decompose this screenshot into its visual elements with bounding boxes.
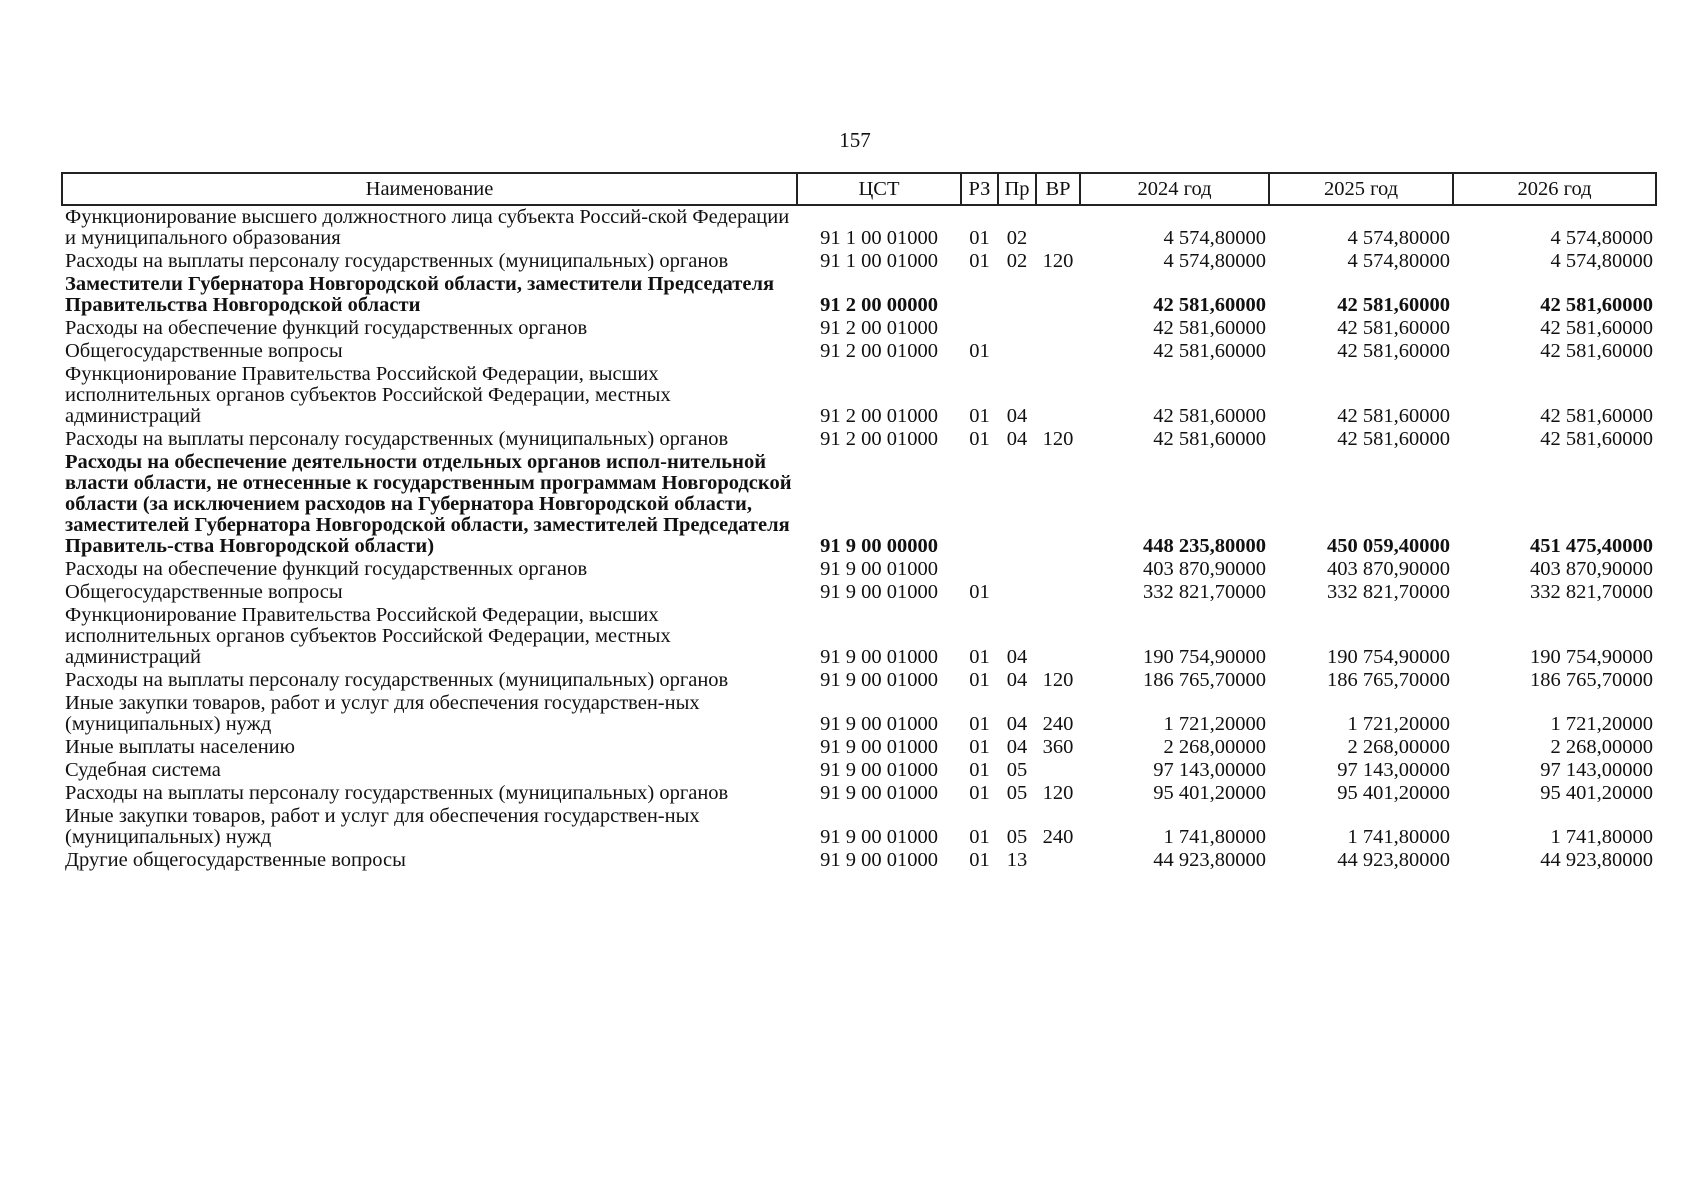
cell-y2024: 332 821,70000 [1143,581,1266,603]
table-row [62,736,1656,759]
cell-y2026: 42 581,60000 [1540,340,1653,362]
cell-pr: 05 [1006,782,1028,804]
header-cst: ЦСТ [797,173,961,205]
cell-name: Общегосударственные вопросы [65,581,343,603]
cell-y2024: 42 581,60000 [1153,428,1266,450]
cell-name: Функционирование высшего должностного лица субъекта Россий-ской Федерации и муниципального образования [65,206,790,249]
table-row [62,273,1656,317]
cell-pr: 04 [1006,428,1028,450]
table-row [62,581,1656,604]
cell-y2024: 97 143,00000 [1153,759,1266,781]
header-rz: РЗ [961,173,998,205]
cell-y2025: 44 923,80000 [1337,849,1450,871]
cell-y2025: 450 059,40000 [1327,535,1450,557]
table-row [62,428,1656,451]
cell-pr [998,558,1036,581]
cell-pr: 05 [1006,759,1028,781]
header-vr: ВР [1036,173,1080,205]
cell-name: Расходы на обеспечение деятельности отдельных органов испол-нительной власти области, не отнесенные к государственным программам Новгородской области (за исключением расходов на Губернатора Новгородской области, заместителей Губернатора Новгородской области, заместителей Председателя Правитель-ства Новгородской области) [65,451,792,557]
cell-y2026: 1 741,80000 [1550,826,1653,848]
header-name: Наименование [62,173,797,205]
cell-name: Заместители Губернатора Новгородской области, заместители Председателя Правительства Новгородской области [65,273,775,316]
table-header-row [62,173,1656,205]
cell-pr [998,451,1036,558]
cell-cst: 91 9 00 01000 [820,849,938,871]
cell-cst: 91 9 00 01000 [820,713,938,735]
cell-y2026: 1 721,20000 [1550,713,1653,735]
cell-name: Расходы на обеспечение функций государственных органов [65,317,588,339]
cell-cst: 91 9 00 01000 [820,826,938,848]
cell-y2024: 2 268,00000 [1163,736,1266,758]
cell-y2026: 42 581,60000 [1540,405,1653,427]
cell-y2026: 95 401,20000 [1540,782,1653,804]
cell-cst: 91 9 00 01000 [820,646,938,668]
cell-name: Расходы на выплаты персоналу государственных (муниципальных) органов [65,782,729,804]
cell-y2026: 42 581,60000 [1540,294,1653,316]
cell-y2024: 95 401,20000 [1153,782,1266,804]
cell-rz [961,317,998,340]
cell-rz: 01 [969,227,990,249]
cell-pr: 05 [1006,826,1028,848]
cell-y2025: 42 581,60000 [1337,294,1450,316]
cell-rz: 01 [969,849,990,871]
cell-y2025: 186 765,70000 [1327,669,1450,691]
cell-vr [1036,340,1080,363]
cell-cst: 91 9 00 01000 [820,669,938,691]
cell-y2025: 4 574,80000 [1347,250,1450,272]
table-row [62,363,1656,428]
cell-rz: 01 [969,713,990,735]
cell-pr [998,317,1036,340]
table-body [62,205,1656,872]
table-row [62,317,1656,340]
cell-vr: 120 [1042,250,1074,272]
cell-name: Иные выплаты населению [65,736,295,758]
cell-rz: 01 [969,736,990,758]
cell-vr [1036,604,1080,669]
cell-pr: 02 [1006,227,1028,249]
cell-pr: 04 [1006,669,1028,691]
header-2024: 2024 год [1080,173,1269,205]
cell-y2026: 2 268,00000 [1550,736,1653,758]
cell-y2024: 42 581,60000 [1153,294,1266,316]
cell-y2025: 403 870,90000 [1327,558,1450,580]
cell-vr [1036,849,1080,872]
cell-name: Функционирование Правительства Российской Федерации, высших исполнительных органов субъектов Российской Федерации, местных администраций [65,604,671,668]
cell-name: Расходы на обеспечение функций государственных органов [65,558,588,580]
cell-y2025: 1 721,20000 [1347,713,1450,735]
cell-vr: 120 [1042,782,1074,804]
cell-name: Функционирование Правительства Российской Федерации, высших исполнительных органов субъектов Российской Федерации, местных администраций [65,363,671,427]
cell-vr [1036,451,1080,558]
cell-y2025: 42 581,60000 [1337,428,1450,450]
cell-cst: 91 9 00 01000 [820,558,938,580]
cell-vr [1036,581,1080,604]
cell-vr [1036,558,1080,581]
cell-y2024: 42 581,60000 [1153,405,1266,427]
budget-table [61,172,1657,872]
cell-y2024: 44 923,80000 [1153,849,1266,871]
cell-vr [1036,759,1080,782]
cell-y2026: 97 143,00000 [1540,759,1653,781]
cell-pr: 04 [1006,713,1028,735]
cell-cst: 91 2 00 01000 [820,405,938,427]
cell-vr [1036,317,1080,340]
cell-pr: 13 [1006,849,1028,871]
cell-rz [961,451,998,558]
table-row [62,558,1656,581]
cell-pr [998,273,1036,317]
cell-y2026: 186 765,70000 [1530,669,1653,691]
cell-name: Расходы на выплаты персоналу государственных (муниципальных) органов [65,669,729,691]
cell-y2024: 190 754,90000 [1143,646,1266,668]
cell-y2026: 42 581,60000 [1540,317,1653,339]
table-row [62,205,1656,250]
cell-y2026: 451 475,40000 [1530,535,1653,557]
table-row [62,849,1656,872]
cell-vr: 360 [1042,736,1074,758]
cell-y2024: 4 574,80000 [1163,227,1266,249]
cell-rz: 01 [969,669,990,691]
cell-pr: 04 [1006,646,1028,668]
cell-pr: 04 [1006,736,1028,758]
cell-rz: 01 [969,826,990,848]
cell-rz: 01 [969,405,990,427]
cell-y2025: 2 268,00000 [1347,736,1450,758]
cell-vr: 240 [1042,713,1074,735]
cell-y2026: 190 754,90000 [1530,646,1653,668]
cell-y2026: 4 574,80000 [1550,250,1653,272]
table-row [62,451,1656,558]
header-2025: 2025 год [1269,173,1453,205]
cell-pr: 02 [1006,250,1028,272]
cell-y2026: 403 870,90000 [1530,558,1653,580]
cell-cst: 91 2 00 01000 [820,428,938,450]
cell-rz [961,273,998,317]
cell-y2024: 1 741,80000 [1163,826,1266,848]
cell-pr [998,581,1036,604]
cell-name: Иные закупки товаров, работ и услуг для обеспечения государствен-ных (муниципальных) нужд [65,692,700,735]
cell-cst: 91 1 00 01000 [820,250,938,272]
table-row [62,604,1656,669]
cell-name: Другие общегосударственные вопросы [65,849,406,871]
cell-y2025: 42 581,60000 [1337,317,1450,339]
cell-y2025: 42 581,60000 [1337,405,1450,427]
header-pr: Пр [998,173,1036,205]
cell-rz: 01 [969,340,990,362]
cell-name: Расходы на выплаты персоналу государственных (муниципальных) органов [65,250,729,272]
cell-rz: 01 [969,428,990,450]
cell-name: Судебная система [65,759,221,781]
cell-rz: 01 [969,250,990,272]
cell-cst: 91 1 00 01000 [820,227,938,249]
cell-cst: 91 2 00 00000 [820,294,938,316]
cell-y2024: 42 581,60000 [1153,340,1266,362]
cell-cst: 91 9 00 01000 [820,782,938,804]
cell-y2024: 448 235,80000 [1143,535,1266,557]
cell-cst: 91 9 00 01000 [820,759,938,781]
cell-y2024: 403 870,90000 [1143,558,1266,580]
table-row [62,250,1656,273]
cell-name: Расходы на выплаты персоналу государственных (муниципальных) органов [65,428,729,450]
cell-cst: 91 9 00 01000 [820,581,938,603]
cell-y2026: 42 581,60000 [1540,428,1653,450]
table-row [62,340,1656,363]
cell-rz: 01 [969,782,990,804]
cell-vr: 240 [1042,826,1074,848]
cell-y2026: 4 574,80000 [1550,227,1653,249]
cell-vr: 120 [1042,428,1074,450]
cell-cst: 91 9 00 00000 [820,535,938,557]
cell-y2024: 1 721,20000 [1163,713,1266,735]
cell-vr [1036,363,1080,428]
table-row [62,805,1656,849]
cell-cst: 91 2 00 01000 [820,340,938,362]
table-row [62,759,1656,782]
header-2026: 2026 год [1453,173,1656,205]
cell-rz: 01 [969,581,990,603]
cell-pr [998,340,1036,363]
cell-cst: 91 9 00 01000 [820,736,938,758]
table-row [62,782,1656,805]
page-number: 157 [839,128,871,152]
cell-y2025: 97 143,00000 [1337,759,1450,781]
cell-y2024: 4 574,80000 [1163,250,1266,272]
cell-cst: 91 2 00 01000 [820,317,938,339]
cell-y2024: 186 765,70000 [1143,669,1266,691]
table-row [62,669,1656,692]
table-row [62,692,1656,736]
cell-y2025: 190 754,90000 [1327,646,1450,668]
cell-pr: 04 [1006,405,1028,427]
cell-y2025: 4 574,80000 [1347,227,1450,249]
cell-name: Общегосударственные вопросы [65,340,343,362]
cell-y2026: 44 923,80000 [1540,849,1653,871]
cell-vr [1036,205,1080,250]
cell-name: Иные закупки товаров, работ и услуг для обеспечения государствен-ных (муниципальных) нужд [65,805,700,848]
cell-y2025: 95 401,20000 [1337,782,1450,804]
cell-y2024: 42 581,60000 [1153,317,1266,339]
cell-vr [1036,273,1080,317]
cell-rz: 01 [969,759,990,781]
cell-y2025: 42 581,60000 [1337,340,1450,362]
cell-rz [961,558,998,581]
cell-rz: 01 [969,646,990,668]
cell-y2025: 332 821,70000 [1327,581,1450,603]
cell-y2026: 332 821,70000 [1530,581,1653,603]
cell-vr: 120 [1042,669,1074,691]
cell-y2025: 1 741,80000 [1347,826,1450,848]
